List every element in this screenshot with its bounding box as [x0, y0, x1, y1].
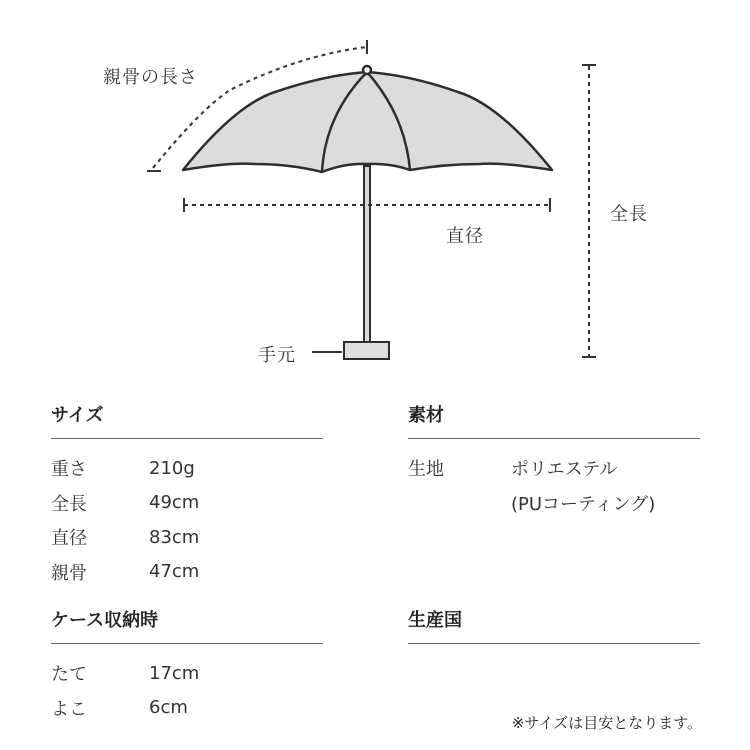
- spec-row: [51, 555, 323, 590]
- material-section: [408, 404, 700, 520]
- size-section: [51, 404, 323, 589]
- spec-row: [408, 451, 700, 486]
- umbrella-handle: [344, 342, 389, 359]
- spec-label: 生地: [408, 459, 444, 481]
- case-section-title: ケース収納時: [51, 609, 323, 644]
- spec-row: [51, 691, 323, 726]
- spec-row: [408, 486, 700, 521]
- spec-label: たて: [51, 664, 87, 686]
- diameter-label: 直径: [446, 226, 484, 247]
- spec-label: 全長: [51, 493, 87, 515]
- spec-value: 47cm: [149, 561, 200, 583]
- spec-row: [51, 486, 323, 521]
- spec-label: 直径: [51, 528, 87, 550]
- spec-value: (PUコーティング): [511, 493, 656, 515]
- material-section-title: 素材: [408, 404, 700, 439]
- spec-label: 重さ: [51, 459, 87, 481]
- size-spec-list: [51, 439, 323, 589]
- size-footnote: ※サイズは目安となります。: [511, 714, 702, 732]
- spec-value: 210g: [149, 457, 195, 479]
- umbrella-canopy: [183, 72, 552, 172]
- spec-value: 83cm: [149, 526, 200, 548]
- handle-label: 手元: [258, 345, 296, 366]
- spec-row: [51, 656, 323, 691]
- spec-value: ポリエステル: [511, 459, 618, 481]
- rib-length-label: 親骨の長さ: [103, 67, 198, 88]
- spec-row: [51, 520, 323, 555]
- origin-section: [408, 609, 700, 644]
- size-section-title: サイズ: [51, 404, 323, 439]
- spec-row: [51, 451, 323, 486]
- umbrella-shaft: [364, 166, 370, 344]
- material-spec-list: [408, 439, 700, 520]
- spec-label: よこ: [51, 698, 87, 720]
- origin-section-title: 生産国: [408, 609, 700, 644]
- case-spec-list: [51, 644, 323, 725]
- spec-label: 親骨: [51, 562, 87, 584]
- spec-value: 49cm: [149, 492, 200, 514]
- spec-value: 6cm: [149, 697, 188, 719]
- spec-value: 17cm: [149, 662, 200, 684]
- case-section: [51, 609, 323, 725]
- total-length-label: 全長: [610, 204, 648, 225]
